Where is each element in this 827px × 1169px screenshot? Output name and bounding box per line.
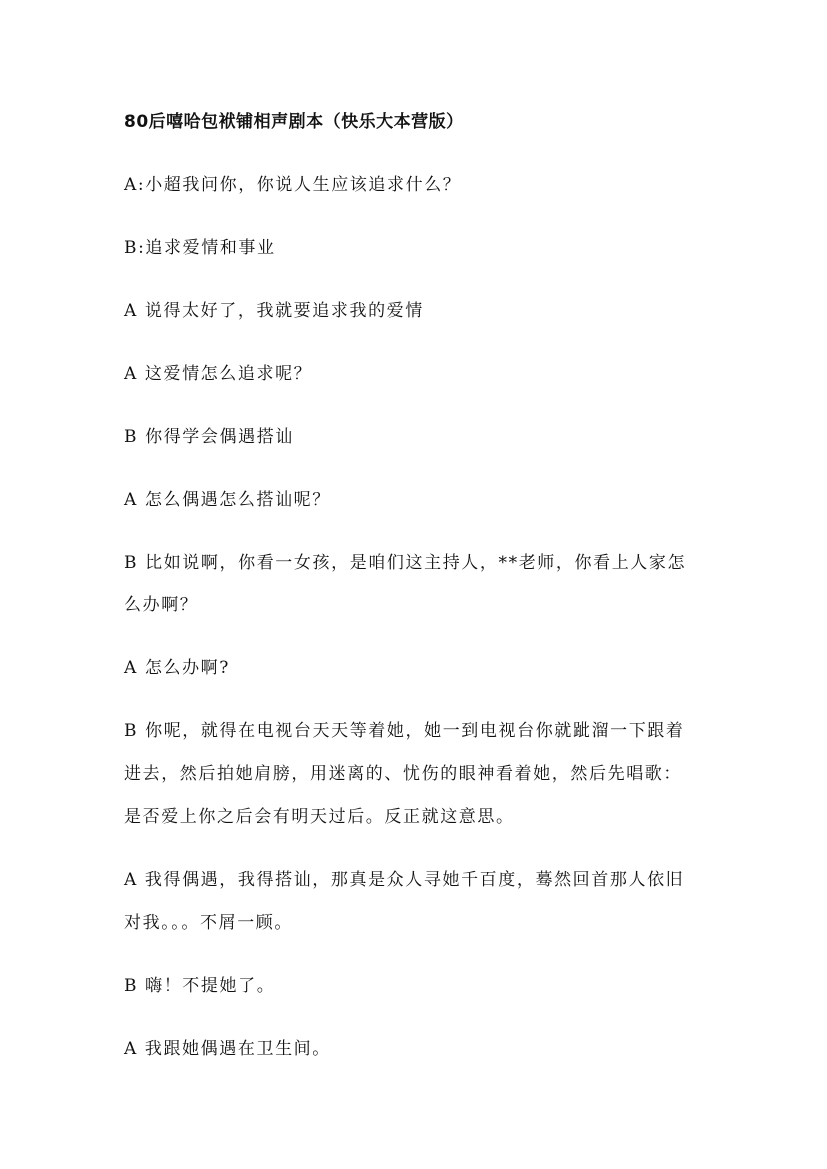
dialogue-line: 对我。。。不屑一顾。 (124, 913, 293, 933)
dialogue-line: A 我得偶遇，我得搭讪，那真是众人寻她千百度，蓦然回首那人依旧 (124, 870, 685, 890)
dialogue-line: B 你得学会偶遇搭讪 (124, 427, 294, 447)
dialogue-line: A 怎么偶遇怎么搭讪呢？ (124, 490, 331, 510)
dialogue-line: A 说得太好了，我就要追求我的爱情 (124, 301, 424, 321)
dialogue-line: A 这爱情怎么追求呢？ (124, 364, 313, 384)
dialogue-line: 么办啊？ (124, 595, 199, 615)
dialogue-line: 进去，然后拍她肩膀，用迷离的、忧伤的眼神看着她，然后先唱歌： (124, 764, 682, 784)
dialogue-line: A 怎么办啊? (124, 658, 230, 678)
dialogue-line: B:追求爱情和事业 (124, 238, 276, 258)
dialogue-line: B 嗨！不提她了。 (124, 976, 276, 996)
dialogue-line: A:小超我问你，你说人生应该追求什么？ (124, 175, 462, 195)
dialogue-line: A 我跟她偶遇在卫生间。 (124, 1039, 331, 1059)
dialogue-line: 是否爱上你之后会有明天过后。反正就这意思。 (124, 807, 515, 827)
dialogue-line: B 比如说啊，你看一女孩，是咱们这主持人，**老师，你看上人家怎 (124, 553, 687, 573)
document-title: 80后嘻哈包袱铺相声剧本（快乐大本营版） (124, 112, 464, 132)
dialogue-line: B 你呢，就得在电视台天天等着她，她一到电视台你就跐溜一下跟着 (124, 721, 685, 741)
